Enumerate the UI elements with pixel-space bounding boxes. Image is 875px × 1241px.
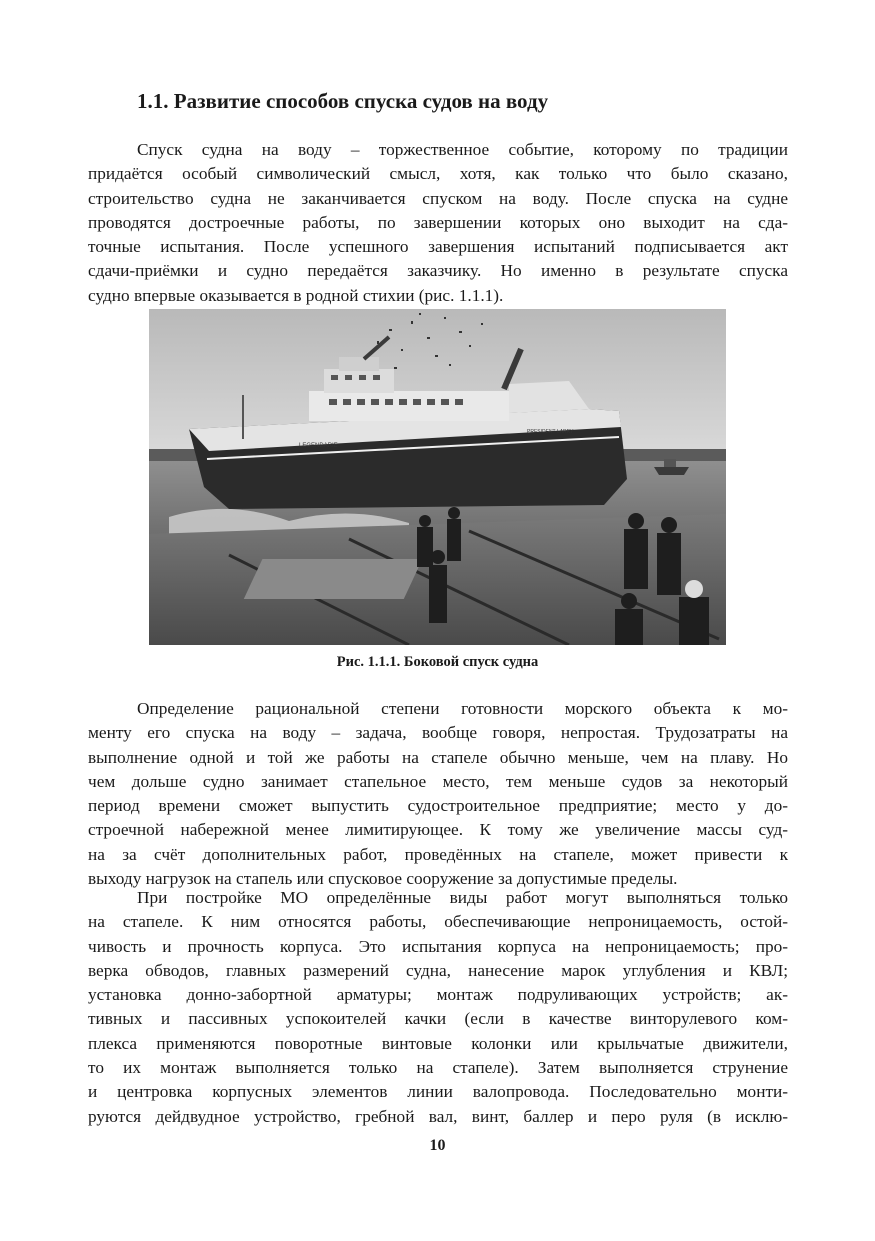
paragraph-line: менту его спуска на воду – задача, вообще говоря, непростая. Трудозатраты на [88, 723, 788, 743]
hull-name-right: PRESIDENT LARRY [527, 429, 574, 435]
paragraph-line: выполнение одной и той же работы на стапеле обычно меньше, чем на плаву. Но [88, 747, 788, 767]
paragraph-line: выходу нагрузок на стапель или спусковое сооружение за допустимые пределы. [88, 869, 678, 889]
paragraph-line: то их монтаж выполняется только на стапеле). Затем выполняется струнение [88, 1058, 788, 1078]
paragraph-line: проводятся достроечные работы, по завершении которых оно выходит на сда- [88, 212, 788, 232]
paragraph-line: придаётся особый символический смысл, хотя, как только что было сказано, [88, 164, 788, 184]
page-number: 10 [429, 1137, 446, 1154]
hull-name-left: LEGENDARIE [299, 443, 338, 449]
paragraph-line: установка донно-забортной арматуры; монтаж подруливающих устройств; ак- [88, 985, 788, 1005]
paragraph-1 [88, 138, 788, 308]
paragraph-line: руются дейдвудное устройство, гребной вал, винт, баллер и перо руля (в исклю- [88, 1106, 788, 1126]
paragraph-line: чивость и прочность корпуса. Это испытания корпуса на непроницаемость; про- [88, 936, 788, 956]
paragraph-line: сдачи-приёмки и судно передаётся заказчику. Но именно в результате спуска [88, 261, 788, 281]
paragraph-line: судно впервые оказывается в родной стихии (рис. 1.1.1). [88, 285, 504, 305]
paragraph-line: и центровка корпусных элементов линии валопровода. Последовательно монти- [88, 1082, 788, 1102]
paragraph-line: точные испытания. После успешного завершения испытаний подписывается акт [88, 237, 788, 257]
paragraph-line: на стапеле. К ним относятся работы, обеспечивающие непроницаемость, остой- [88, 912, 788, 932]
paragraph-line: плекса применяются поворотные винтовые колонки или крыльчатые движители, [88, 1033, 788, 1053]
paragraph-3 [88, 886, 788, 1129]
paragraph-line: на за счёт дополнительных работ, проведённых на стапеле, может привести к [88, 844, 788, 864]
paragraph-2 [88, 697, 788, 891]
ship-launch-illustration [149, 309, 726, 645]
paragraph-line: Спуск судна на воду – торжественное событие, которому по традиции [137, 140, 788, 159]
paragraph-line: верка обводов, главных размерений судна, нанесение марок углубления и КВЛ; [88, 960, 788, 980]
paragraph-line: строительство судна не заканчивается спуском на воду. После спуска на судне [88, 188, 788, 208]
ship-launch-photo [149, 309, 726, 645]
figure-caption: Рис. 1.1.1. Боковой спуск судна [336, 654, 539, 670]
paragraph-line: Определение рациональной степени готовности морского объекта к мо- [137, 699, 788, 718]
paragraph-line: период времени сможет выпустить судостроительное предприятие; место у до- [88, 796, 788, 816]
slipway-concrete [244, 559, 423, 599]
paragraph-line: При постройке МО определённые виды работ могут выполняться только [137, 888, 788, 907]
paragraph-line: тивных и пассивных успокоителей качки (если в качестве винторулевого ком- [88, 1009, 788, 1029]
section-heading: 1.1. Развитие способов спуска судов на воду [137, 89, 549, 113]
paragraph-line: чем дольше судно занимает стапельное место, тем меньше судов за некоторый [88, 771, 788, 791]
paragraph-line: строечной набережной менее лимитирующее. К тому же увеличение массы суд- [88, 820, 788, 840]
